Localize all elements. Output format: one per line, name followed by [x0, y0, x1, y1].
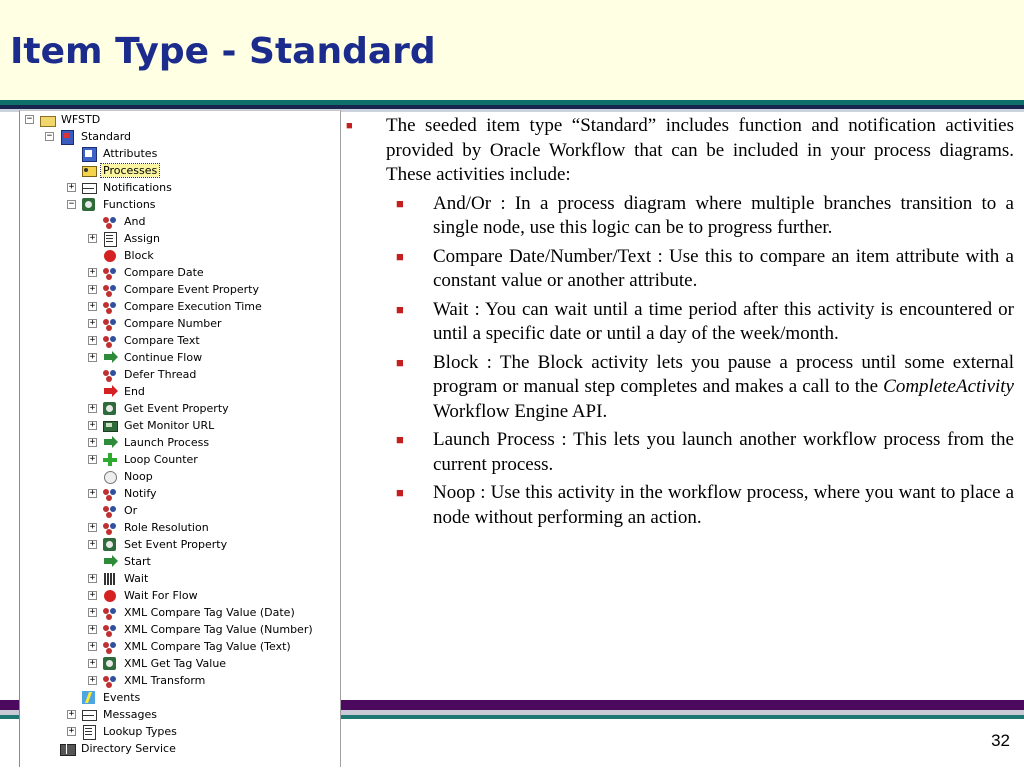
collapse-icon[interactable]: − — [68, 199, 75, 209]
bullet-text: Wait : You can wait until a time period after this activity is encountered or until a specific date or until a day of the week/month. — [433, 298, 1014, 344]
function-icon — [102, 231, 118, 246]
bullet-marker-icon: ■ — [346, 120, 353, 132]
tree-node-wfstd[interactable] — [25, 111, 102, 128]
gear-icon — [102, 537, 118, 552]
tree-node-label: Standard — [81, 130, 132, 143]
expand-icon[interactable]: + — [89, 488, 96, 498]
tree-node-label: Notifications — [103, 181, 172, 194]
expand-icon[interactable]: + — [89, 522, 96, 532]
bullet-marker-icon: ■ — [396, 432, 404, 447]
monitor-icon — [102, 418, 118, 433]
tree-node-xml-get-tag-value[interactable] — [88, 655, 228, 672]
attributes-icon — [81, 146, 97, 161]
tree-node-compare-execution-time[interactable] — [88, 298, 264, 315]
tree-node-role-resolution[interactable] — [88, 519, 211, 536]
navigator-tree — [19, 110, 341, 767]
expand-icon[interactable]: + — [68, 726, 75, 736]
arrow-icon — [102, 350, 118, 365]
compare-icon — [102, 622, 118, 637]
tree-node-label: Directory Service — [81, 742, 176, 755]
tree-node-label: Assign — [124, 232, 160, 245]
tree-node-notifications[interactable] — [67, 179, 174, 196]
expand-icon[interactable]: + — [89, 420, 96, 430]
tree-node-label: Compare Date — [124, 266, 204, 279]
expand-icon[interactable]: + — [89, 454, 96, 464]
tree-node-label: Get Event Property — [124, 402, 229, 415]
bullet-text-end: Workflow Engine API. — [433, 400, 608, 422]
tree-node-messages[interactable] — [67, 706, 159, 723]
compare-icon — [102, 282, 118, 297]
bullet-text: Compare Date/Number/Text : Use this to compare an item attribute with a constant value or another attribute. — [433, 245, 1014, 291]
tree-node-loop-counter[interactable] — [88, 451, 200, 468]
item-type-icon — [59, 129, 75, 144]
api-name: CompleteActivity — [883, 376, 1014, 397]
function-icon — [102, 367, 118, 382]
slide-title: Item Type - Standard — [10, 31, 436, 72]
bullet-text: And/Or : In a process diagram where multiple branches transition to a single node, use this logic can be to progress further. — [433, 192, 1014, 238]
tree-node-assign[interactable] — [88, 230, 162, 247]
tree-node-label: Lookup Types — [103, 725, 177, 738]
intro-text: The seeded item type “Standard” includes function and notification activities provided by Oracle Workflow that can be included in your process diagrams. These activities include: — [386, 115, 1014, 185]
notifications-icon — [81, 180, 97, 195]
tree-node-label: And — [124, 215, 146, 228]
tree-node-label: Compare Execution Time — [124, 300, 262, 313]
end-icon — [102, 384, 118, 399]
expand-icon[interactable]: + — [89, 335, 96, 345]
tree-node-label: Messages — [103, 708, 157, 721]
messages-icon — [81, 707, 97, 722]
tree-node-label: Notify — [124, 487, 157, 500]
bullet-text: Noop : Use this activity in the workflow process, where you want to place a node without performing an action. — [433, 482, 1014, 528]
tree-node-noop[interactable] — [88, 468, 155, 485]
bullet-marker-icon: ■ — [396, 354, 404, 370]
tree-node-label: Compare Text — [124, 334, 200, 347]
function-icon — [102, 673, 118, 688]
tree-node-or[interactable] — [88, 502, 139, 519]
tree-node-label: Processes — [103, 164, 158, 177]
lookup-types-icon — [81, 724, 97, 739]
expand-icon[interactable]: + — [89, 267, 96, 277]
bullet-item — [340, 351, 1014, 425]
tree-node-directory-service[interactable] — [45, 740, 178, 757]
expand-icon[interactable]: + — [89, 658, 96, 668]
tree-node-label: XML Transform — [124, 674, 206, 687]
tree-node-get-event-property[interactable] — [88, 400, 231, 417]
block-icon — [102, 248, 118, 263]
function-icon — [102, 520, 118, 535]
expand-icon[interactable]: + — [89, 318, 96, 328]
tree-node-label: Get Monitor URL — [124, 419, 215, 432]
expand-icon[interactable]: + — [89, 352, 96, 362]
tree-node-label: XML Compare Tag Value (Number) — [124, 623, 313, 636]
bullet-item — [340, 428, 1014, 477]
compare-icon — [102, 316, 118, 331]
tree-node-and[interactable] — [88, 213, 147, 230]
tree-node-xml-transform[interactable] — [88, 672, 207, 689]
collapse-icon[interactable]: − — [46, 131, 53, 141]
tree-node-label: End — [124, 385, 145, 398]
bullet-marker-icon: ■ — [396, 485, 404, 500]
tree-node-label: Launch Process — [124, 436, 210, 449]
wait-icon — [102, 571, 118, 586]
expand-icon[interactable]: + — [89, 403, 96, 413]
tree-node-label: Loop Counter — [124, 453, 198, 466]
compare-icon — [102, 299, 118, 314]
processes-icon — [81, 163, 97, 178]
noop-icon — [102, 469, 118, 484]
page-number: 32 — [991, 731, 1010, 750]
compare-icon — [102, 333, 118, 348]
tree-node-get-monitor-url[interactable] — [88, 417, 216, 434]
functions-icon — [81, 197, 97, 212]
slide-content — [340, 114, 1014, 530]
tree-node-xml-compare-number[interactable] — [88, 621, 315, 638]
function-icon — [102, 503, 118, 518]
tree-node-wait-for-flow[interactable] — [88, 587, 200, 604]
tree-node-label: Set Event Property — [124, 538, 228, 551]
tree-node-standard[interactable] — [45, 128, 133, 145]
arrow-icon — [102, 554, 118, 569]
bullet-marker-icon: ■ — [396, 301, 404, 317]
tree-node-label: WFSTD — [61, 113, 101, 126]
compare-icon — [102, 639, 118, 654]
expand-icon[interactable]: + — [89, 284, 96, 294]
bullet-item — [340, 192, 1014, 241]
tree-node-label: Compare Event Property — [124, 283, 259, 296]
tree-node-compare-text[interactable] — [88, 332, 202, 349]
directory-icon — [59, 741, 75, 756]
events-icon — [81, 690, 97, 705]
bullet-item — [340, 245, 1014, 294]
bullet-marker-icon: ■ — [396, 195, 404, 211]
expand-icon[interactable]: + — [89, 573, 96, 583]
tree-node-label: Or — [124, 504, 138, 517]
compare-icon — [102, 605, 118, 620]
tree-node-set-event-property[interactable] — [88, 536, 229, 553]
gear-icon — [102, 401, 118, 416]
expand-icon[interactable]: + — [89, 437, 96, 447]
expand-icon[interactable]: + — [89, 675, 96, 685]
compare-icon — [102, 265, 118, 280]
tree-node-label: Role Resolution — [124, 521, 209, 534]
function-icon — [102, 486, 118, 501]
tree-node-label: Wait For Flow — [124, 589, 198, 602]
tree-node-label: XML Get Tag Value — [124, 657, 227, 670]
tree-node-label: Attributes — [103, 147, 158, 160]
tree-node-label: Defer Thread — [124, 368, 197, 381]
bullet-item — [340, 298, 1014, 347]
tree-node-label: Start — [124, 555, 151, 568]
expand-icon[interactable]: + — [89, 301, 96, 311]
tree-node-defer-thread[interactable] — [88, 366, 198, 383]
bullet-marker-icon: ■ — [396, 248, 404, 264]
function-icon — [102, 214, 118, 229]
tree-node-continue-flow[interactable] — [88, 349, 204, 366]
tree-node-functions[interactable] — [67, 196, 158, 213]
expand-icon[interactable]: + — [68, 182, 75, 192]
arrow-icon — [102, 435, 118, 450]
expand-icon[interactable]: + — [89, 624, 96, 634]
gear-icon — [102, 656, 118, 671]
tree-node-label: Functions — [103, 198, 156, 211]
tree-node-block[interactable] — [88, 247, 156, 264]
tree-node-attributes[interactable] — [67, 145, 159, 162]
plus-icon — [102, 452, 118, 467]
tree-node-xml-compare-date[interactable] — [88, 604, 297, 621]
bullet-item — [340, 481, 1014, 530]
tree-node-events[interactable] — [67, 689, 142, 706]
folder-icon — [39, 112, 55, 127]
expand-icon[interactable]: + — [89, 539, 96, 549]
expand-icon[interactable]: + — [89, 590, 96, 600]
tree-node-label: Compare Number — [124, 317, 222, 330]
tree-node-processes[interactable] — [67, 162, 159, 179]
collapse-icon[interactable]: − — [26, 114, 33, 124]
tree-node-compare-date[interactable] — [88, 264, 206, 281]
tree-node-label: XML Compare Tag Value (Date) — [124, 606, 295, 619]
tree-node-launch-process[interactable] — [88, 434, 211, 451]
tree-node-end[interactable] — [88, 383, 147, 400]
tree-node-compare-event-property[interactable] — [88, 281, 261, 298]
expand-icon[interactable]: + — [89, 607, 96, 617]
expand-icon[interactable]: + — [89, 233, 96, 243]
tree-node-xml-compare-text[interactable] — [88, 638, 293, 655]
tree-node-start[interactable] — [88, 553, 153, 570]
tree-node-label: Continue Flow — [124, 351, 203, 364]
tree-node-label: Block — [124, 249, 154, 262]
block-icon — [102, 588, 118, 603]
tree-node-label: Wait — [124, 572, 149, 585]
bullet-text: Launch Process : This lets you launch another workflow process from the current process. — [433, 429, 1014, 475]
tree-node-label: XML Compare Tag Value (Text) — [124, 640, 291, 653]
tree-node-label: Events — [103, 691, 141, 704]
intro-paragraph — [340, 114, 1014, 188]
tree-node-compare-number[interactable] — [88, 315, 224, 332]
tree-node-label: Noop — [124, 470, 153, 483]
bullet-text: Block : The Block activity lets you pause a process until some external program or manual step completes and makes a call to the — [433, 351, 1014, 397]
tree-node-lookup-types[interactable] — [67, 723, 179, 740]
expand-icon[interactable]: + — [68, 709, 75, 719]
expand-icon[interactable]: + — [89, 641, 96, 651]
tree-node-notify[interactable] — [88, 485, 159, 502]
tree-node-wait[interactable] — [88, 570, 150, 587]
